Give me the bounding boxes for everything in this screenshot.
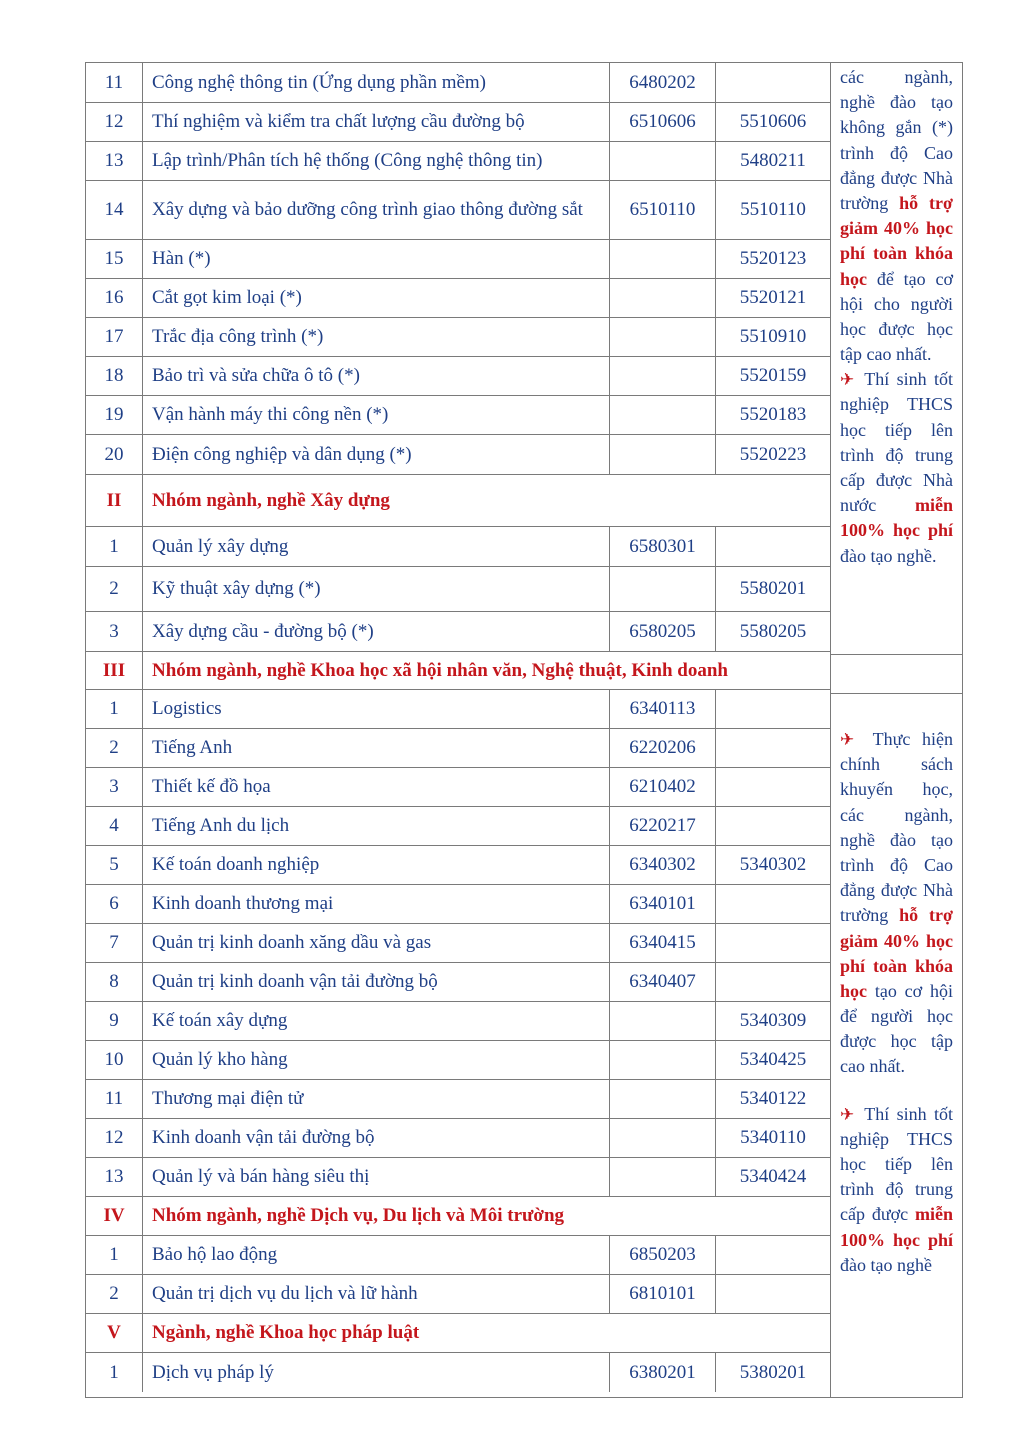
college-code <box>610 1080 716 1118</box>
college-code-text: 6580301 <box>629 535 696 557</box>
college-code-text: 6580205 <box>629 620 696 642</box>
row-number <box>86 357 143 395</box>
program-name <box>143 1002 610 1040</box>
plane-icon: ✈ <box>840 370 858 390</box>
table-row <box>86 103 830 142</box>
college-code <box>610 1002 716 1040</box>
college-code-text: 6810101 <box>629 1283 696 1305</box>
intermediate-code <box>716 279 830 317</box>
intermediate-code-text: 5580205 <box>739 620 807 642</box>
program-name <box>143 142 610 180</box>
group-row <box>86 652 830 690</box>
table-row <box>86 527 830 567</box>
intermediate-code-text: 5340122 <box>739 1088 807 1110</box>
notes-column <box>830 63 962 1397</box>
college-code <box>610 435 716 474</box>
row-number-text: 5 <box>109 854 119 876</box>
intermediate-code <box>716 690 830 728</box>
row-number <box>86 768 143 806</box>
table-row <box>86 396 830 435</box>
row-number <box>86 318 143 356</box>
program-name <box>143 1236 610 1274</box>
row-number <box>86 142 143 180</box>
program-name <box>143 1080 610 1118</box>
table-row <box>86 729 830 768</box>
program-name <box>143 846 610 884</box>
row-number <box>86 885 143 923</box>
note-text: tạo cơ hội để người học được học tập cao nhất. <box>840 980 953 1077</box>
note-text: đào tạo nghề. <box>840 545 937 566</box>
program-name-text: Kinh doanh thương mại <box>152 893 334 915</box>
row-number-text: 10 <box>104 1049 124 1071</box>
intermediate-code-text: 5340110 <box>740 1127 806 1149</box>
program-name-text: Thiết kế đồ họa <box>152 776 271 798</box>
intermediate-code-text: 5510910 <box>739 326 807 348</box>
note-bottom <box>840 727 953 1278</box>
row-number-text: 2 <box>109 578 119 600</box>
row-number-text: 12 <box>104 111 124 133</box>
row-number-text: 13 <box>104 150 124 172</box>
program-name <box>143 63 610 102</box>
program-name <box>143 181 610 239</box>
intermediate-code <box>716 1002 830 1040</box>
row-number-text: 19 <box>104 404 124 426</box>
row-number <box>86 1158 143 1196</box>
intermediate-code <box>716 396 830 434</box>
college-code-text: 6380201 <box>629 1361 696 1383</box>
intermediate-code <box>716 1158 830 1196</box>
college-code <box>610 357 716 395</box>
note-text: Thí sinh tốt nghiệp THCS học tiếp lên trình độ trung cấp được <box>840 1103 953 1225</box>
row-number-text: 12 <box>104 1127 124 1149</box>
program-table <box>85 62 963 1398</box>
row-number-text: 16 <box>104 287 124 309</box>
program-name-text: Thương mại điện tử <box>152 1088 304 1110</box>
row-number <box>86 807 143 845</box>
intermediate-code-text: 5340425 <box>739 1049 807 1071</box>
program-name-text: Kế toán xây dựng <box>152 1010 288 1032</box>
intermediate-code-text: 5520183 <box>739 404 807 426</box>
row-number-text: 3 <box>109 776 119 798</box>
row-number <box>86 690 143 728</box>
college-code <box>610 729 716 767</box>
college-code <box>610 846 716 884</box>
intermediate-code-text: 5380201 <box>739 1361 807 1383</box>
table-row <box>86 924 830 963</box>
notes-divider <box>831 693 962 694</box>
program-name-text: Kế toán doanh nghiệp <box>152 854 320 876</box>
note-highlight: miễn 100% học phí <box>840 495 953 541</box>
row-number <box>86 729 143 767</box>
row-number-text: 1 <box>109 535 119 557</box>
intermediate-code <box>716 885 830 923</box>
program-name <box>143 963 610 1001</box>
row-number <box>86 963 143 1001</box>
row-number <box>86 279 143 317</box>
intermediate-code <box>716 1236 830 1274</box>
row-number-text: 3 <box>109 620 119 642</box>
college-code <box>610 1353 716 1392</box>
program-name <box>143 612 610 651</box>
table-row <box>86 1158 830 1197</box>
program-name-text: Quản trị dịch vụ du lịch và lữ hành <box>152 1283 418 1305</box>
row-number-text: 4 <box>109 815 119 837</box>
program-name-text: Bảo hộ lao động <box>152 1244 278 1266</box>
note-text: đào tạo nghề <box>840 1254 932 1275</box>
college-code <box>610 1275 716 1313</box>
row-number-text: 18 <box>104 365 124 387</box>
intermediate-code <box>716 963 830 1001</box>
intermediate-code <box>716 1041 830 1079</box>
row-number <box>86 924 143 962</box>
notes-divider <box>831 654 962 655</box>
table-row <box>86 612 830 652</box>
row-number-text: 13 <box>104 1166 124 1188</box>
program-name-text: Quản lý và bán hàng siêu thị <box>152 1166 370 1188</box>
program-name <box>143 240 610 278</box>
group-title <box>143 475 830 526</box>
table-row <box>86 885 830 924</box>
college-code-text: 6220217 <box>629 815 696 837</box>
table-row <box>86 768 830 807</box>
intermediate-code-text: 5580201 <box>739 578 807 600</box>
row-number <box>86 1119 143 1157</box>
table-row <box>86 1119 830 1158</box>
row-number <box>86 240 143 278</box>
row-number <box>86 567 143 611</box>
group-title <box>143 1197 830 1235</box>
table-row <box>86 240 830 279</box>
intermediate-code <box>716 142 830 180</box>
intermediate-code-text: 5520159 <box>739 365 807 387</box>
college-code <box>610 1041 716 1079</box>
group-number-text: II <box>106 489 122 511</box>
program-grid <box>86 63 830 1392</box>
program-name <box>143 279 610 317</box>
group-title-text: Nhóm ngành, nghề Dịch vụ, Du lịch và Môi trường <box>152 1205 565 1227</box>
intermediate-code-text: 5520123 <box>739 248 807 270</box>
college-code <box>610 240 716 278</box>
program-name-text: Kinh doanh vận tải đường bộ <box>152 1127 375 1149</box>
row-number-text: 20 <box>104 443 124 465</box>
note-text: để tạo cơ hội cho người học được học tập cao nhất. <box>840 268 953 365</box>
row-number-text: 17 <box>104 326 124 348</box>
row-number-text: 11 <box>104 1088 124 1110</box>
program-name <box>143 1158 610 1196</box>
program-name <box>143 885 610 923</box>
group-title <box>143 1314 830 1352</box>
program-name-text: Thí nghiệm và kiểm tra chất lượng cầu đường bộ <box>152 111 525 133</box>
program-name-text: Quản trị kinh doanh xăng dầu và gas <box>152 932 432 954</box>
program-name <box>143 729 610 767</box>
program-name-text: Trắc địa công trình (*) <box>152 326 324 348</box>
table-row <box>86 1002 830 1041</box>
college-code <box>610 567 716 611</box>
row-number-text: 2 <box>109 737 119 759</box>
college-code <box>610 963 716 1001</box>
row-number <box>86 103 143 141</box>
college-code <box>610 924 716 962</box>
row-number-text: 6 <box>109 893 119 915</box>
program-name <box>143 567 610 611</box>
table-row <box>86 279 830 318</box>
intermediate-code <box>716 768 830 806</box>
row-number <box>86 435 143 474</box>
row-number-text: 2 <box>109 1283 119 1305</box>
college-code <box>610 690 716 728</box>
row-number <box>86 1236 143 1274</box>
intermediate-code <box>716 612 830 651</box>
table-row <box>86 846 830 885</box>
row-number <box>86 846 143 884</box>
table-row <box>86 690 830 729</box>
table-row <box>86 142 830 181</box>
program-name-text: Vận hành máy thi công nền (*) <box>152 404 389 426</box>
table-row <box>86 1236 830 1275</box>
college-code <box>610 1236 716 1274</box>
table-row <box>86 807 830 846</box>
row-number-text: 1 <box>109 1361 119 1383</box>
intermediate-code-text: 5480211 <box>740 150 806 172</box>
row-number-text: 8 <box>109 971 119 993</box>
program-name-text: Kỹ thuật xây dựng (*) <box>152 578 321 600</box>
program-name-text: Công nghệ thông tin (Ứng dụng phần mềm) <box>152 71 487 93</box>
program-name-text: Quản lý kho hàng <box>152 1049 288 1071</box>
row-number <box>86 1041 143 1079</box>
group-number <box>86 1314 143 1352</box>
college-code <box>610 103 716 141</box>
table-row <box>86 357 830 396</box>
intermediate-code-text: 5510606 <box>739 111 807 133</box>
college-code-text: 6480202 <box>629 71 696 93</box>
program-name <box>143 924 610 962</box>
program-name <box>143 1275 610 1313</box>
table-row <box>86 1275 830 1314</box>
group-title <box>143 652 830 689</box>
program-name-text: Quản lý xây dựng <box>152 535 289 557</box>
note-highlight: hỗ trợ giảm 40% học phí toàn khóa học <box>840 192 953 289</box>
row-number <box>86 1080 143 1118</box>
program-name <box>143 103 610 141</box>
table-row <box>86 318 830 357</box>
college-code <box>610 279 716 317</box>
college-code-text: 6340407 <box>629 971 696 993</box>
group-title-text: Nhóm ngành, nghề Khoa học xã hội nhân văn, Nghệ thuật, Kinh doanh <box>152 659 728 681</box>
program-name-text: Dịch vụ pháp lý <box>152 1361 274 1383</box>
intermediate-code-text: 5340302 <box>739 854 807 876</box>
intermediate-code <box>716 63 830 102</box>
intermediate-code-text: 5520121 <box>739 287 807 309</box>
row-number-text: 15 <box>104 248 124 270</box>
row-number <box>86 181 143 239</box>
group-row <box>86 1197 830 1236</box>
row-number <box>86 612 143 651</box>
college-code-text: 6850203 <box>629 1244 696 1266</box>
group-number-text: V <box>107 1322 121 1344</box>
program-name <box>143 807 610 845</box>
college-code <box>610 1158 716 1196</box>
intermediate-code-text: 5340309 <box>739 1010 807 1032</box>
college-code <box>610 142 716 180</box>
program-name-text: Logistics <box>152 698 222 720</box>
note-top <box>840 65 953 569</box>
college-code <box>610 1119 716 1157</box>
intermediate-code <box>716 846 830 884</box>
program-name <box>143 690 610 728</box>
intermediate-code <box>716 1275 830 1313</box>
group-number-text: IV <box>103 1205 125 1227</box>
college-code <box>610 612 716 651</box>
row-number <box>86 1353 143 1392</box>
college-code <box>610 885 716 923</box>
intermediate-code <box>716 567 830 611</box>
college-code-text: 6510606 <box>629 111 696 133</box>
row-number <box>86 1275 143 1313</box>
program-name-text: Bảo trì và sửa chữa ô tô (*) <box>152 365 360 387</box>
row-number <box>86 63 143 102</box>
intermediate-code <box>716 1119 830 1157</box>
plane-icon: ✈ <box>840 1104 858 1124</box>
table-row <box>86 63 830 103</box>
program-name <box>143 396 610 434</box>
intermediate-code <box>716 729 830 767</box>
row-number-text: 1 <box>109 1244 119 1266</box>
program-name <box>143 1041 610 1079</box>
college-code <box>610 318 716 356</box>
group-number <box>86 1197 143 1235</box>
note-highlight: miễn 100% học phí <box>840 1204 953 1250</box>
intermediate-code <box>716 318 830 356</box>
table-row <box>86 1041 830 1080</box>
college-code <box>610 181 716 239</box>
college-code-text: 6340101 <box>629 893 696 915</box>
program-name-text: Tiếng Anh <box>152 737 233 759</box>
row-number <box>86 1002 143 1040</box>
group-number <box>86 475 143 526</box>
note-text: Thí sinh tốt nghiệp THCS học tiếp lên trình độ trung cấp được Nhà nước <box>840 369 953 516</box>
college-code <box>610 807 716 845</box>
note-highlight: hỗ trợ giảm 40% học phí toàn khóa học <box>840 905 953 1001</box>
row-number-text: 14 <box>104 199 124 221</box>
intermediate-code <box>716 103 830 141</box>
intermediate-code <box>716 240 830 278</box>
program-name-text: Tiếng Anh du lịch <box>152 815 290 837</box>
college-code-text: 6510110 <box>629 199 696 221</box>
program-name <box>143 318 610 356</box>
intermediate-code <box>716 181 830 239</box>
table-row <box>86 181 830 240</box>
intermediate-code <box>716 1080 830 1118</box>
table-row <box>86 567 830 612</box>
college-code <box>610 63 716 102</box>
group-row <box>86 1314 830 1353</box>
row-number-text: 9 <box>109 1010 119 1032</box>
program-name <box>143 768 610 806</box>
college-code-text: 6340302 <box>629 854 696 876</box>
program-name <box>143 527 610 566</box>
row-number-text: 1 <box>109 698 119 720</box>
intermediate-code-text: 5340424 <box>739 1166 807 1188</box>
intermediate-code <box>716 357 830 395</box>
college-code-text: 6220206 <box>629 737 696 759</box>
college-code <box>610 527 716 566</box>
note-text: các ngành, nghề đào tạo không gắn (*) trình độ Cao đẳng được Nhà trường <box>840 67 953 213</box>
intermediate-code <box>716 807 830 845</box>
group-row <box>86 475 830 527</box>
program-name-text: Xây dựng và bảo dưỡng công trình giao thông đường sắt <box>152 199 583 221</box>
program-name-text: Cắt gọt kim loại (*) <box>152 287 302 309</box>
row-number-text: 11 <box>104 71 124 93</box>
program-name <box>143 435 610 474</box>
row-number-text: 7 <box>109 932 119 954</box>
table-row <box>86 1080 830 1119</box>
intermediate-code-text: 5510110 <box>740 199 806 221</box>
group-title-text: Nhóm ngành, nghề Xây dựng <box>152 489 390 511</box>
plane-icon: ✈ <box>840 730 862 749</box>
group-number-text: III <box>102 659 126 681</box>
intermediate-code <box>716 527 830 566</box>
table-row <box>86 435 830 475</box>
program-name-text: Quản trị kinh doanh vận tải đường bộ <box>152 971 438 993</box>
table-row <box>86 963 830 1002</box>
group-number <box>86 652 143 689</box>
row-number <box>86 527 143 566</box>
college-code-text: 6340415 <box>629 932 696 954</box>
intermediate-code <box>716 435 830 474</box>
college-code-text: 6340113 <box>629 698 696 720</box>
program-name <box>143 1353 610 1392</box>
college-code <box>610 396 716 434</box>
college-code-text: 6210402 <box>629 776 696 798</box>
row-number <box>86 396 143 434</box>
note-text: Thực hiện chính sách khuyến học, các ngành, nghề đào tạo trình độ Cao đẳng được Nhà trường <box>840 729 953 926</box>
program-name-text: Hàn (*) <box>152 248 211 270</box>
program-name-text: Xây dựng cầu - đường bộ (*) <box>152 620 374 642</box>
program-name <box>143 1119 610 1157</box>
college-code <box>610 768 716 806</box>
program-name <box>143 357 610 395</box>
program-name-text: Điện công nghiệp và dân dụng (*) <box>152 443 412 465</box>
group-title-text: Ngành, nghề Khoa học pháp luật <box>152 1322 420 1344</box>
intermediate-code <box>716 924 830 962</box>
program-name-text: Lập trình/Phân tích hệ thống (Công nghệ thông tin) <box>152 150 543 172</box>
intermediate-code-text: 5520223 <box>739 443 807 465</box>
intermediate-code <box>716 1353 830 1392</box>
table-row <box>86 1353 830 1392</box>
